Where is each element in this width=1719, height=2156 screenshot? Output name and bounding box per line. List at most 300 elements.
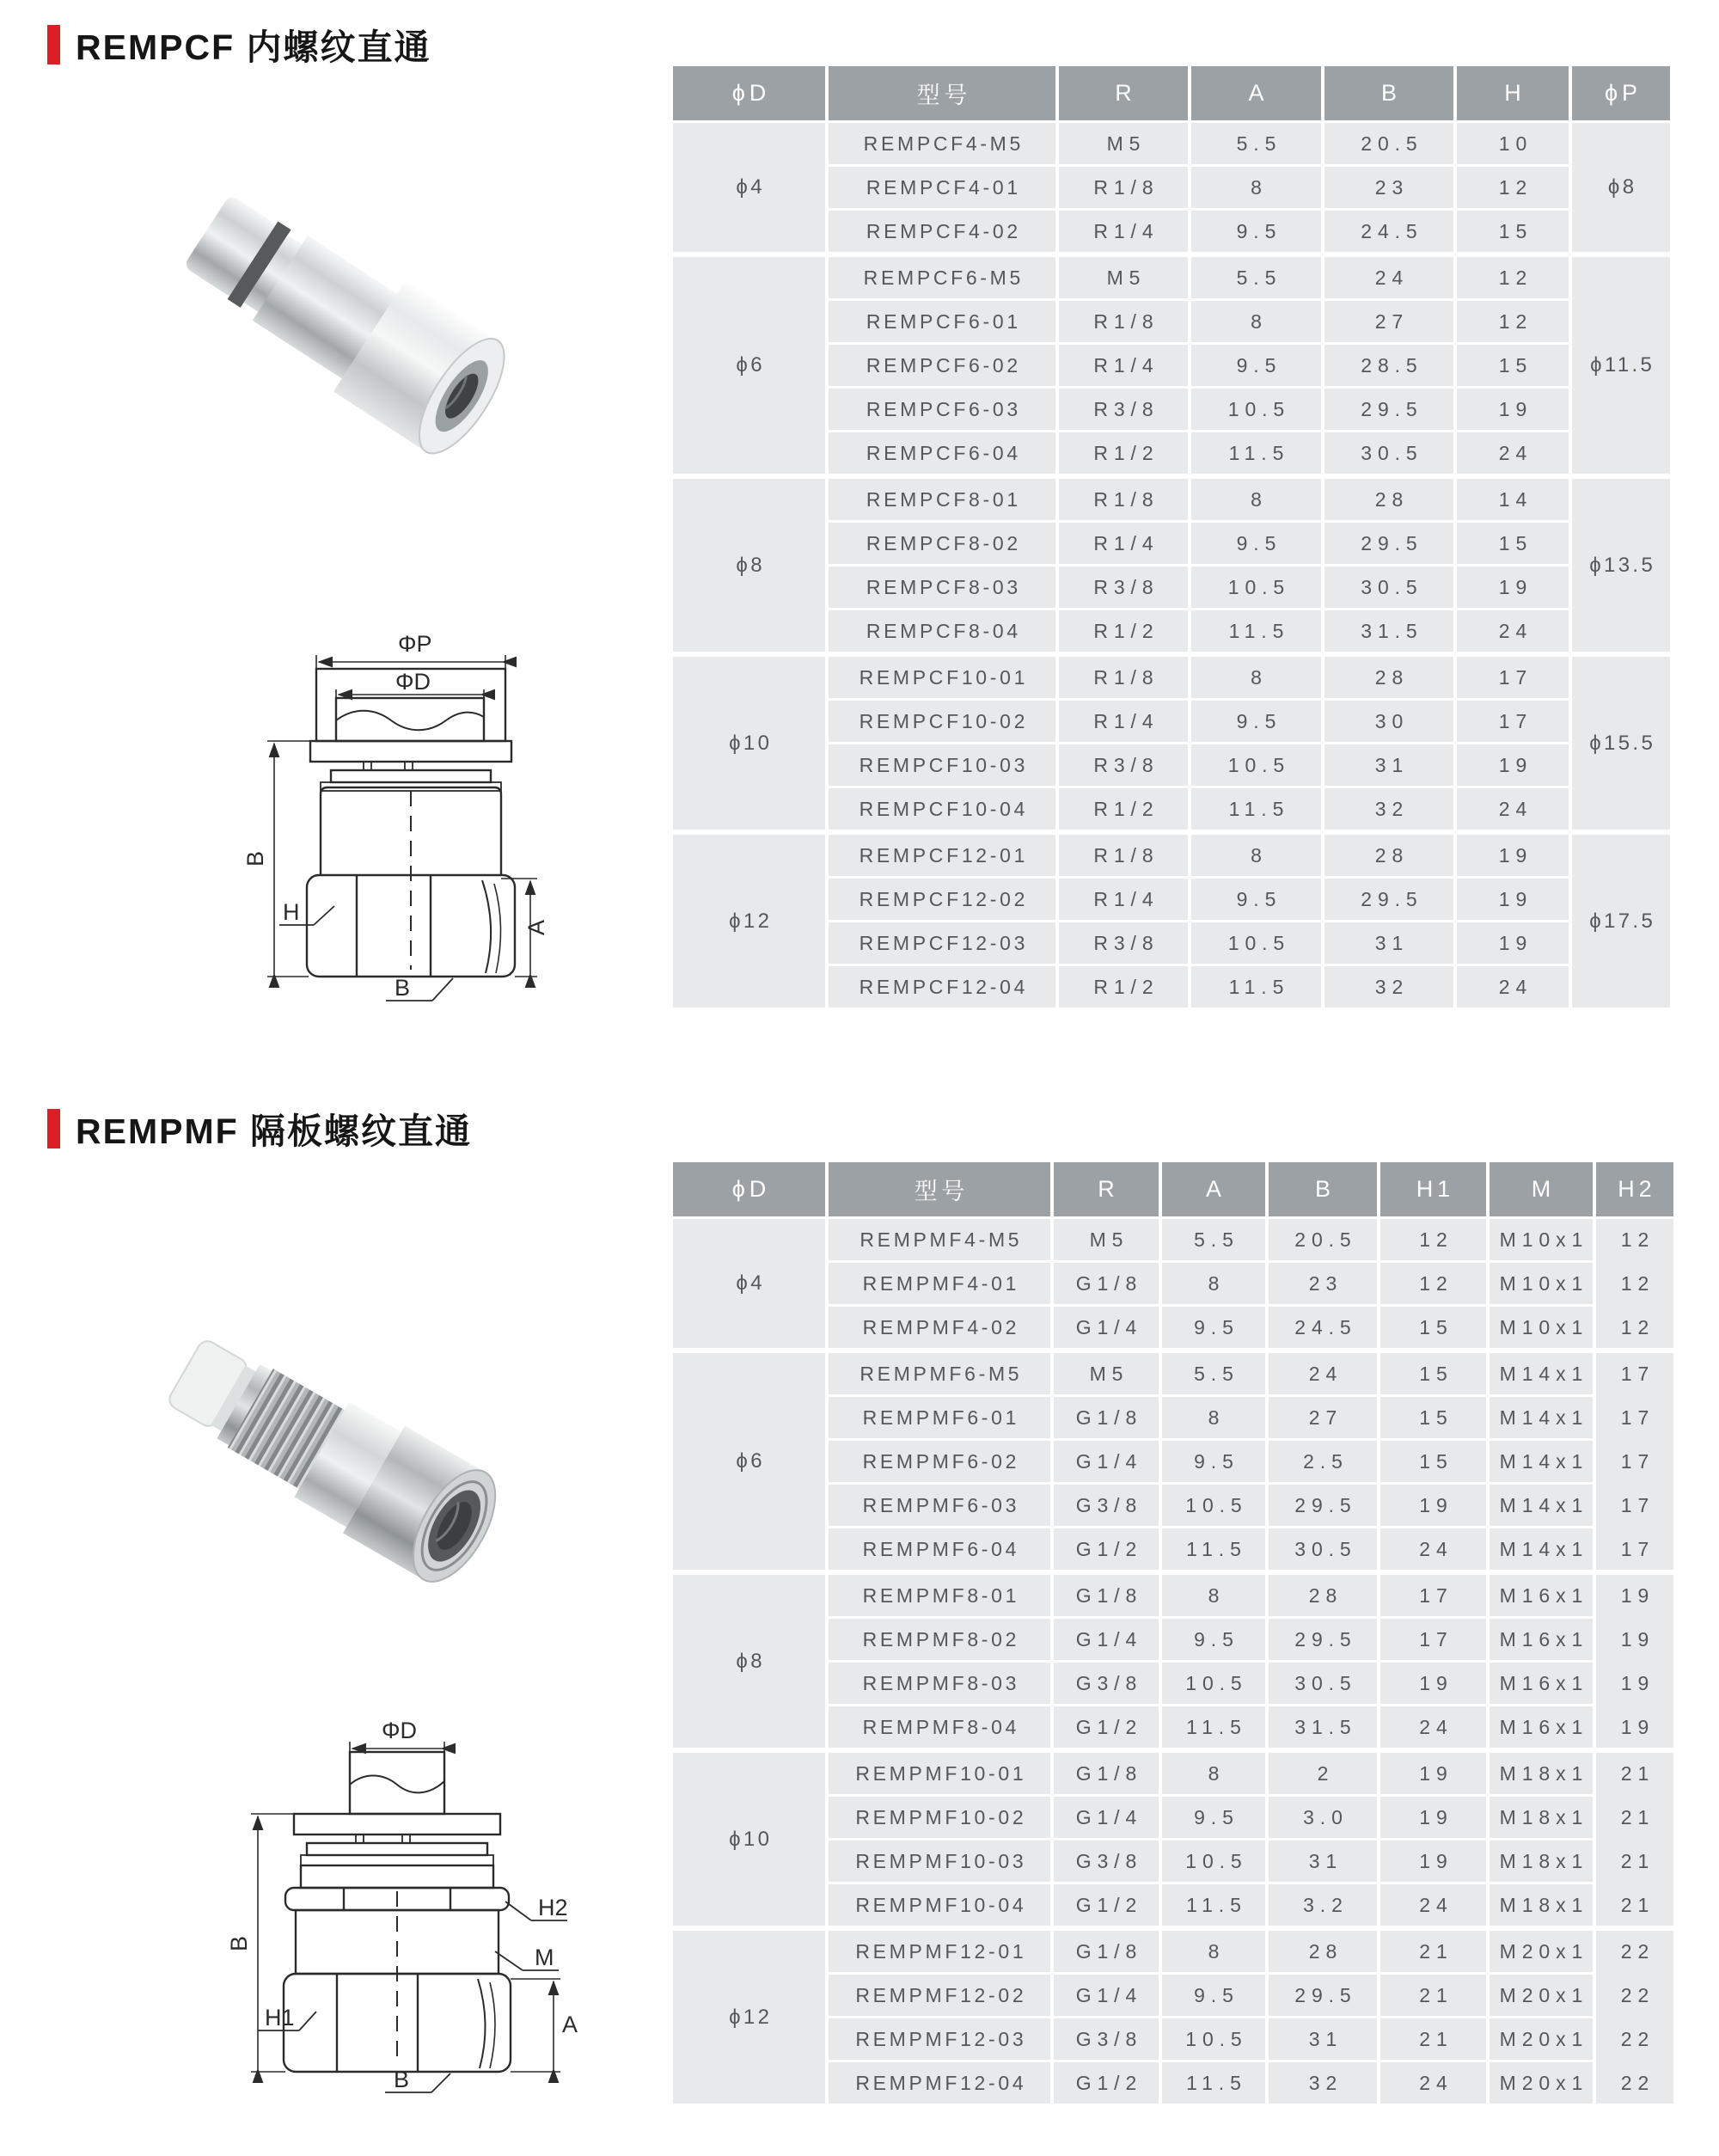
table-cell: M5 — [1059, 123, 1188, 164]
h2-merged-cell — [1596, 1753, 1673, 1926]
model-cell: REMPMF6-02 — [829, 1441, 1050, 1482]
table-cell: G3/8 — [1054, 1841, 1159, 1882]
dim-label-h: H — [283, 899, 300, 925]
table-cell: 17 — [1620, 1537, 1655, 1560]
table-cell: 11.5 — [1191, 966, 1321, 1008]
table-cell: 24 — [1457, 432, 1569, 474]
table-cell: 22 — [1620, 1939, 1655, 1963]
table-cell: 11.5 — [1191, 432, 1321, 474]
table-cell: G1/2 — [1054, 2062, 1159, 2104]
table-cell: 17 — [1620, 1449, 1655, 1473]
table-cell: 24 — [1380, 1884, 1486, 1926]
model-cell: REMPCF10-01 — [829, 657, 1055, 698]
table-cell: 10.5 — [1191, 744, 1321, 786]
table-cell: 12 — [1620, 1271, 1655, 1295]
table-cell: 31 — [1269, 1841, 1377, 1882]
dim-label-m: M — [535, 1945, 554, 1970]
dim-label-a: A — [562, 2012, 578, 2037]
table-header-row — [673, 66, 1673, 120]
table-cell: 21 — [1620, 1805, 1655, 1828]
table-group — [673, 257, 1673, 474]
table-cell: G1/2 — [1054, 1528, 1159, 1570]
product-photo-rempmf — [120, 1294, 567, 1655]
table-cell: R1/4 — [1059, 879, 1188, 920]
table-cell: 24.5 — [1269, 1307, 1377, 1348]
table-cell: 21 — [1620, 1893, 1655, 1916]
column-header: H1 — [1380, 1162, 1486, 1216]
h2-merged-cell — [1596, 1931, 1673, 2104]
table-cell: 10 — [1457, 123, 1569, 164]
table-cell: 32 — [1269, 2062, 1377, 2104]
model-cell: REMPMF10-02 — [829, 1797, 1050, 1838]
table-cell: M16x1 — [1490, 1575, 1593, 1616]
table-cell: 17 — [1620, 1493, 1655, 1516]
h2-merged-cell — [1596, 1353, 1673, 1570]
table-cell: 12 — [1457, 301, 1569, 342]
table-cell: 21 — [1380, 2018, 1486, 2060]
table-cell: 15 — [1380, 1353, 1486, 1394]
diameter-cell: ϕ8 — [673, 1575, 825, 1748]
table-cell: 29.5 — [1269, 1485, 1377, 1526]
table-cell: 8 — [1191, 301, 1321, 342]
section-title-rempcf — [47, 19, 431, 70]
table-group — [673, 1753, 1673, 1926]
model-cell: REMPCF12-03 — [829, 922, 1055, 964]
model-cell: REMPCF10-04 — [829, 788, 1055, 830]
red-accent-bar — [47, 25, 60, 64]
model-cell: REMPCF6-03 — [829, 389, 1055, 430]
table-cell: 19 — [1380, 1797, 1486, 1838]
model-cell: REMPMF8-03 — [829, 1663, 1050, 1704]
table-cell: 2.5 — [1269, 1441, 1377, 1482]
table-cell: 5.5 — [1191, 123, 1321, 164]
product-photo-rempcf — [127, 131, 566, 518]
dim-label-phi-d: ΦD — [382, 1718, 418, 1743]
dim-label-b-left: B — [242, 850, 268, 867]
technical-drawing-rempmf — [131, 1704, 578, 2112]
model-cell: REMPMF6-03 — [829, 1485, 1050, 1526]
table-cell: M18x1 — [1490, 1753, 1593, 1794]
table-cell: 8 — [1191, 835, 1321, 876]
model-cell: REMPMF4-01 — [829, 1263, 1050, 1304]
column-header: H — [1457, 66, 1569, 120]
diameter-cell: ϕ6 — [673, 257, 825, 474]
table-cell: M5 — [1054, 1353, 1159, 1394]
table-cell: 27 — [1324, 301, 1453, 342]
table-cell: 12 — [1380, 1263, 1486, 1304]
model-cell: REMPMF6-M5 — [829, 1353, 1050, 1394]
h2-merged-cell — [1596, 1575, 1673, 1748]
table-cell: 29.5 — [1269, 1619, 1377, 1660]
table-cell: 23 — [1269, 1263, 1377, 1304]
model-cell: REMPMF4-02 — [829, 1307, 1050, 1348]
model-cell: REMPCF12-01 — [829, 835, 1055, 876]
table-cell: 8 — [1191, 657, 1321, 698]
table-cell: 19 — [1620, 1583, 1655, 1607]
column-header: B — [1269, 1162, 1377, 1216]
dim-label-b-left: B — [226, 1935, 252, 1951]
table-cell: M20x1 — [1490, 2018, 1593, 2060]
table-cell: 8 — [1191, 479, 1321, 520]
diameter-cell: ϕ12 — [673, 1931, 825, 2104]
table-cell: R1/8 — [1059, 167, 1188, 208]
column-header: ϕD — [673, 1162, 825, 1216]
model-cell: REMPCF12-02 — [829, 879, 1055, 920]
table-cell: 30.5 — [1269, 1528, 1377, 1570]
table-cell: 21 — [1380, 1931, 1486, 1972]
table-cell: 19 — [1457, 389, 1569, 430]
table-cell: 27 — [1269, 1397, 1377, 1438]
table-cell: 14 — [1457, 479, 1569, 520]
dim-label-a: A — [523, 919, 549, 935]
model-cell: REMPMF8-02 — [829, 1619, 1050, 1660]
table-cell: 30.5 — [1324, 432, 1453, 474]
table-cell: M10x1 — [1490, 1219, 1593, 1260]
table-cell: G1/2 — [1054, 1884, 1159, 1926]
table-cell: 19 — [1620, 1671, 1655, 1694]
table-cell: M10x1 — [1490, 1263, 1593, 1304]
table-cell: 11.5 — [1162, 1884, 1265, 1926]
table-group — [673, 123, 1673, 252]
section-title-text: REMPCF 内螺纹直通 — [76, 28, 431, 67]
table-cell: R1/2 — [1059, 966, 1188, 1008]
table-cell: 9.5 — [1162, 1619, 1265, 1660]
table-cell: 21 — [1380, 1975, 1486, 2016]
model-cell: REMPMF10-03 — [829, 1841, 1050, 1882]
table-cell: 17 — [1457, 701, 1569, 742]
table-cell: G3/8 — [1054, 1485, 1159, 1526]
table-cell: M18x1 — [1490, 1884, 1593, 1926]
model-cell: REMPCF10-02 — [829, 701, 1055, 742]
table-cell: 29.5 — [1269, 1975, 1377, 2016]
diameter-cell: ϕ4 — [673, 123, 825, 252]
section-title-rempmf — [47, 1103, 472, 1154]
table-cell: 12 — [1620, 1228, 1655, 1251]
table-cell: 17 — [1620, 1406, 1655, 1429]
table-cell: 9.5 — [1191, 211, 1321, 252]
table-cell: R3/8 — [1059, 744, 1188, 786]
table-cell: 29.5 — [1324, 879, 1453, 920]
table-cell: R1/4 — [1059, 211, 1188, 252]
table-cell: M14x1 — [1490, 1528, 1593, 1570]
table-cell: 24 — [1324, 257, 1453, 298]
table-cell: 12 — [1457, 257, 1569, 298]
table-cell: 21 — [1620, 1761, 1655, 1785]
table-cell: 19 — [1380, 1753, 1486, 1794]
model-cell: REMPCF8-04 — [829, 610, 1055, 652]
table-cell: 5.5 — [1162, 1219, 1265, 1260]
model-cell: REMPMF10-01 — [829, 1753, 1050, 1794]
table-cell: M16x1 — [1490, 1663, 1593, 1704]
table-cell: G1/8 — [1054, 1931, 1159, 1972]
model-cell: REMPMF12-04 — [829, 2062, 1050, 2104]
model-cell: REMPCF4-02 — [829, 211, 1055, 252]
column-header: B — [1324, 66, 1453, 120]
table-cell: G3/8 — [1054, 2018, 1159, 2060]
table-cell: 19 — [1457, 835, 1569, 876]
table-cell: R1/8 — [1059, 835, 1188, 876]
table-cell: 30.5 — [1269, 1663, 1377, 1704]
table-cell: 9.5 — [1191, 701, 1321, 742]
dim-label-h1: H1 — [265, 2005, 295, 2030]
table-cell: 24 — [1457, 966, 1569, 1008]
table-cell: 19 — [1620, 1627, 1655, 1651]
table-cell: 20.5 — [1269, 1219, 1377, 1260]
table-cell: 5.5 — [1162, 1353, 1265, 1394]
model-cell: REMPCF6-04 — [829, 432, 1055, 474]
table-cell: 19 — [1457, 879, 1569, 920]
table-group — [673, 479, 1673, 652]
table-cell: 10.5 — [1162, 2018, 1265, 2060]
table-cell: 15 — [1380, 1307, 1486, 1348]
table-cell: G1/4 — [1054, 1797, 1159, 1838]
model-cell: REMPCF12-04 — [829, 966, 1055, 1008]
table-cell: 19 — [1457, 744, 1569, 786]
table-cell: 31 — [1269, 2018, 1377, 2060]
table-cell: 10.5 — [1162, 1663, 1265, 1704]
model-cell: REMPCF6-M5 — [829, 257, 1055, 298]
table-cell: M16x1 — [1490, 1619, 1593, 1660]
table-cell: M18x1 — [1490, 1797, 1593, 1838]
diameter-cell: ϕ4 — [673, 1219, 825, 1348]
table-cell: 29.5 — [1324, 523, 1453, 564]
model-cell: REMPCF6-02 — [829, 345, 1055, 386]
table-cell: R1/4 — [1059, 523, 1188, 564]
table-cell: 31.5 — [1324, 610, 1453, 652]
table-cell: 23 — [1324, 167, 1453, 208]
table-cell: R1/8 — [1059, 301, 1188, 342]
column-header: ϕD — [673, 66, 825, 120]
column-header: R — [1059, 66, 1188, 120]
table-cell: 12 — [1457, 167, 1569, 208]
table-cell: R3/8 — [1059, 389, 1188, 430]
table-cell: M16x1 — [1490, 1706, 1593, 1748]
table-cell: 28 — [1269, 1575, 1377, 1616]
model-cell: REMPCF4-01 — [829, 167, 1055, 208]
table-cell: 19 — [1620, 1715, 1655, 1738]
column-header: ϕP — [1572, 66, 1670, 120]
table-cell: G1/2 — [1054, 1706, 1159, 1748]
table-cell: G1/4 — [1054, 1975, 1159, 2016]
model-cell: REMPMF10-04 — [829, 1884, 1050, 1926]
table-cell: 17 — [1457, 657, 1569, 698]
table-cell: M5 — [1059, 257, 1188, 298]
dim-label-h2: H2 — [538, 1895, 568, 1920]
diameter-cell: ϕ12 — [673, 835, 825, 1008]
table-cell: 24 — [1457, 788, 1569, 830]
spec-table-rempmf — [673, 1162, 1673, 2104]
table-cell: 8 — [1162, 1753, 1265, 1794]
table-cell: 9.5 — [1191, 523, 1321, 564]
table-cell: M10x1 — [1490, 1307, 1593, 1348]
table-cell: 11.5 — [1191, 610, 1321, 652]
table-cell: 10.5 — [1162, 1485, 1265, 1526]
table-group — [673, 835, 1673, 1008]
phi-p-cell: ϕ8 — [1572, 123, 1670, 252]
table-cell: 32 — [1324, 788, 1453, 830]
table-cell: 22 — [1620, 2027, 1655, 2050]
phi-p-cell: ϕ15.5 — [1572, 657, 1670, 830]
table-cell: 21 — [1620, 1849, 1655, 1872]
table-cell: 11.5 — [1162, 1706, 1265, 1748]
table-cell: 17 — [1380, 1575, 1486, 1616]
table-cell: 19 — [1380, 1841, 1486, 1882]
table-cell: M20x1 — [1490, 2062, 1593, 2104]
dim-label-phi-d: ΦD — [395, 669, 431, 695]
table-cell: 12 — [1620, 1315, 1655, 1338]
table-header-row — [673, 1162, 1673, 1216]
table-cell: 24 — [1380, 1706, 1486, 1748]
table-cell: R1/2 — [1059, 432, 1188, 474]
table-cell: 11.5 — [1162, 1528, 1265, 1570]
table-cell: G3/8 — [1054, 1663, 1159, 1704]
table-cell: 8 — [1162, 1931, 1265, 1972]
dim-label-b-bottom: B — [395, 975, 411, 1001]
table-cell: M20x1 — [1490, 1931, 1593, 1972]
table-cell: 22 — [1620, 1983, 1655, 2006]
table-cell: G1/4 — [1054, 1619, 1159, 1660]
table-cell: 8 — [1162, 1263, 1265, 1304]
model-cell: REMPCF6-01 — [829, 301, 1055, 342]
model-cell: REMPMF12-03 — [829, 2018, 1050, 2060]
table-cell: 5.5 — [1191, 257, 1321, 298]
table-cell: 24 — [1380, 1528, 1486, 1570]
table-cell: 17 — [1380, 1619, 1486, 1660]
table-group — [673, 1219, 1673, 1348]
model-cell: REMPMF6-01 — [829, 1397, 1050, 1438]
table-cell: 30.5 — [1324, 567, 1453, 608]
table-cell: 22 — [1620, 2071, 1655, 2094]
phi-p-cell: ϕ17.5 — [1572, 835, 1670, 1008]
table-cell: 10.5 — [1162, 1841, 1265, 1882]
table-cell: 28 — [1269, 1931, 1377, 1972]
table-group — [673, 657, 1673, 830]
table-cell: 9.5 — [1191, 345, 1321, 386]
h2-merged-cell — [1596, 1219, 1673, 1348]
table-cell: R1/4 — [1059, 345, 1188, 386]
section-title-text: REMPMF 隔板螺纹直通 — [76, 1112, 473, 1151]
column-header: M — [1490, 1162, 1593, 1216]
table-cell: 31 — [1324, 922, 1453, 964]
table-cell: 24.5 — [1324, 211, 1453, 252]
diameter-cell: ϕ8 — [673, 479, 825, 652]
table-cell: 11.5 — [1162, 2062, 1265, 2104]
table-cell: 28.5 — [1324, 345, 1453, 386]
table-cell: 9.5 — [1191, 879, 1321, 920]
table-cell: G1/8 — [1054, 1263, 1159, 1304]
diameter-cell: ϕ10 — [673, 1753, 825, 1926]
table-cell: M14x1 — [1490, 1485, 1593, 1526]
table-cell: R1/8 — [1059, 479, 1188, 520]
dim-label-phi-p: ΦP — [398, 631, 432, 657]
model-cell: REMPMF12-02 — [829, 1975, 1050, 2016]
technical-drawing-rempcf — [140, 612, 553, 1025]
model-cell: REMPCF8-02 — [829, 523, 1055, 564]
table-cell: 15 — [1457, 345, 1569, 386]
table-cell: 31.5 — [1269, 1706, 1377, 1748]
table-cell: 10.5 — [1191, 922, 1321, 964]
table-cell: G1/8 — [1054, 1753, 1159, 1794]
table-cell: 28 — [1324, 657, 1453, 698]
model-cell: REMPCF8-01 — [829, 479, 1055, 520]
table-cell: 15 — [1457, 211, 1569, 252]
table-cell: R3/8 — [1059, 567, 1188, 608]
table-cell: 30 — [1324, 701, 1453, 742]
phi-p-cell: ϕ11.5 — [1572, 257, 1670, 474]
table-cell: R1/2 — [1059, 610, 1188, 652]
table-cell: M14x1 — [1490, 1441, 1593, 1482]
phi-p-cell: ϕ13.5 — [1572, 479, 1670, 652]
spec-table-rempcf — [673, 66, 1673, 1008]
table-cell: 2 — [1269, 1753, 1377, 1794]
table-cell: 9.5 — [1162, 1975, 1265, 2016]
table-cell: M14x1 — [1490, 1397, 1593, 1438]
model-cell: REMPMF6-04 — [829, 1528, 1050, 1570]
model-cell: REMPMF4-M5 — [829, 1219, 1050, 1260]
table-cell: 19 — [1457, 567, 1569, 608]
table-cell: G1/8 — [1054, 1397, 1159, 1438]
table-group — [673, 1931, 1673, 2104]
table-cell: 28 — [1324, 479, 1453, 520]
table-cell: 10.5 — [1191, 567, 1321, 608]
table-cell: R1/4 — [1059, 701, 1188, 742]
table-cell: 8 — [1191, 167, 1321, 208]
model-cell: REMPCF10-03 — [829, 744, 1055, 786]
table-cell: 9.5 — [1162, 1307, 1265, 1348]
table-cell: 10.5 — [1191, 389, 1321, 430]
dim-label-b-bottom: B — [394, 2067, 410, 2092]
model-cell: REMPMF8-04 — [829, 1706, 1050, 1748]
table-group — [673, 1353, 1673, 1570]
model-cell: REMPMF12-01 — [829, 1931, 1050, 1972]
table-cell: 28 — [1324, 835, 1453, 876]
table-cell: M18x1 — [1490, 1841, 1593, 1882]
diameter-cell: ϕ6 — [673, 1353, 825, 1570]
table-cell: G1/4 — [1054, 1307, 1159, 1348]
column-header: H2 — [1596, 1162, 1673, 1216]
diameter-cell: ϕ10 — [673, 657, 825, 830]
table-cell: 8 — [1162, 1575, 1265, 1616]
table-cell: M20x1 — [1490, 1975, 1593, 2016]
table-cell: 15 — [1380, 1441, 1486, 1482]
table-cell: R1/8 — [1059, 657, 1188, 698]
model-cell: REMPCF8-03 — [829, 567, 1055, 608]
table-cell: 32 — [1324, 966, 1453, 1008]
table-cell: 20.5 — [1324, 123, 1453, 164]
table-cell: M14x1 — [1490, 1353, 1593, 1394]
table-cell: M5 — [1054, 1219, 1159, 1260]
table-cell: 24 — [1457, 610, 1569, 652]
red-accent-bar — [47, 1109, 60, 1148]
column-header: A — [1162, 1162, 1265, 1216]
model-cell: REMPMF8-01 — [829, 1575, 1050, 1616]
model-cell: REMPCF4-M5 — [829, 123, 1055, 164]
table-cell: 3.0 — [1269, 1797, 1377, 1838]
table-cell: 19 — [1380, 1663, 1486, 1704]
table-cell: R1/2 — [1059, 788, 1188, 830]
column-header: 型号 — [829, 1162, 1050, 1216]
table-cell: R3/8 — [1059, 922, 1188, 964]
column-header: 型号 — [829, 66, 1055, 120]
table-cell: 15 — [1380, 1397, 1486, 1438]
table-cell: 9.5 — [1162, 1797, 1265, 1838]
table-cell: 9.5 — [1162, 1441, 1265, 1482]
column-header: A — [1191, 66, 1321, 120]
table-cell: 11.5 — [1191, 788, 1321, 830]
table-cell: 17 — [1620, 1362, 1655, 1385]
table-cell: G1/8 — [1054, 1575, 1159, 1616]
table-cell: 8 — [1162, 1397, 1265, 1438]
